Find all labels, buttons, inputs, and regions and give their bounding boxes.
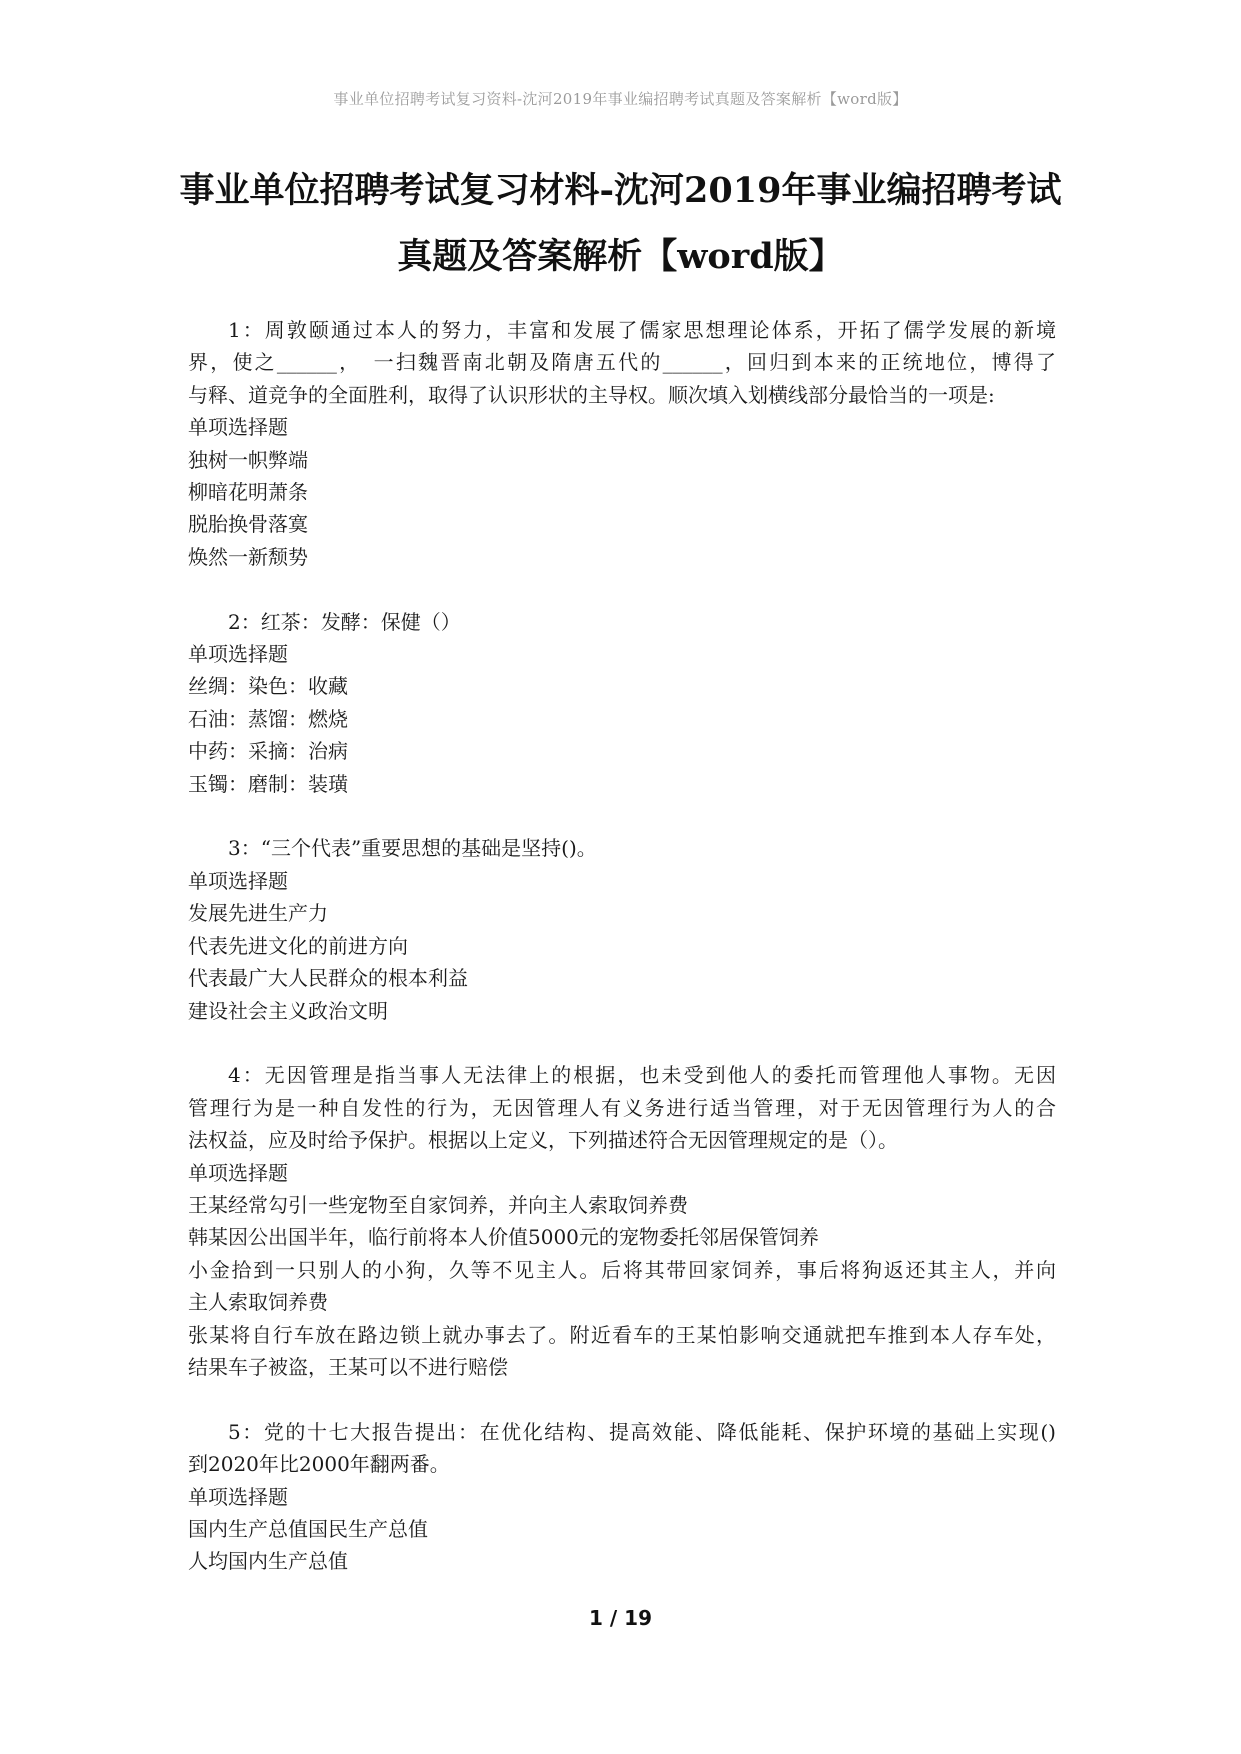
question-stem-line: 2：红茶：发酵：保健（）	[228, 609, 461, 634]
answer-option: 代表最广大人民群众的根本利益	[188, 966, 468, 991]
answer-option: 丝绸：染色：收藏	[188, 674, 348, 699]
question-stem-line: 5：党的十七大报告提出：在优化结构、提高效能、降低能耗、保护环境的基础上实现()	[228, 1419, 1056, 1444]
answer-option: 焕然一新颓势	[188, 544, 308, 569]
answer-option: 人均国内生产总值	[188, 1549, 348, 1574]
question-stem-line: 与释、道竞争的全面胜利，取得了认识形状的主导权。顺次填入划横线部分最恰当的一项是:	[188, 382, 995, 407]
answer-option: 发展先进生产力	[188, 901, 328, 926]
question-2	[188, 606, 1056, 800]
question-stem-line: 1：周敦颐通过本人的努力，丰富和发展了儒家思想理论体系，开拓了儒学发展的新境	[228, 318, 1056, 342]
question-stem-line: 3：“三个代表”重要思想的基础是坚持()。	[228, 836, 597, 861]
question-type-label: 单项选择题	[188, 415, 288, 440]
answer-option: 代表先进文化的前进方向	[188, 933, 408, 958]
answer-option: 建设社会主义政治文明	[188, 998, 388, 1023]
question-stem-line: 法权益，应及时给予保护。根据以上定义，下列描述符合无因管理规定的是（）。	[188, 1128, 898, 1153]
question-1	[188, 314, 1056, 573]
question-type-label: 单项选择题	[188, 1484, 288, 1509]
answer-option: 王某经常勾引一些宠物至自家饲养，并向主人索取饲养费	[188, 1192, 688, 1217]
answer-option: 小金拾到一只别人的小狗，久等不见主人。后将其带回家饲养，事后将狗返还其主人，并向	[188, 1257, 1056, 1282]
question-list	[188, 314, 1056, 1610]
answer-option: 玉镯：磨制：装璜	[188, 771, 348, 796]
question-stem-line: 4：无因管理是指当事人无法律上的根据，也未受到他人的委托而管理他人事物。无因	[228, 1063, 1056, 1088]
title-line-1: 事业单位招聘考试复习材料-沈河2019年事业编招聘考试	[179, 170, 1062, 211]
answer-option: 韩某因公出国半年，临行前将本人价值5000元的宠物委托邻居保管饲养	[188, 1225, 819, 1250]
question-type-label: 单项选择题	[188, 1160, 288, 1185]
question-4	[188, 1059, 1056, 1383]
answer-option: 柳暗花明萧条	[188, 480, 308, 505]
question-3	[188, 832, 1056, 1026]
answer-option: 张某将自行车放在路边锁上就办事去了。附近看车的王某怕影响交通就把车推到本人存车处，	[188, 1322, 1056, 1347]
question-type-label: 单项选择题	[188, 868, 288, 893]
answer-option: 中药：采摘：治病	[188, 739, 348, 764]
page-number: 1 / 19	[589, 1606, 652, 1630]
answer-option: 脱胎换骨落寞	[188, 512, 308, 537]
running-header: 事业单位招聘考试复习资料-沈河2019年事业编招聘考试真题及答案解析【word版】	[333, 90, 908, 108]
question-stem-line: 管理行为是一种自发性的行为，无因管理人有义务进行适当管理，对于无因管理行为人的合	[188, 1095, 1056, 1120]
answer-option-continuation: 结果车子被盗，王某可以不进行赔偿	[188, 1354, 508, 1379]
question-stem-line: 到2020年比2000年翻两番。	[188, 1452, 450, 1477]
question-5	[188, 1416, 1056, 1578]
answer-option: 国内生产总值国民生产总值	[188, 1516, 428, 1541]
answer-option-continuation: 主人索取饲养费	[188, 1290, 328, 1315]
question-stem-line: 界，使之______， 一扫魏晋南北朝及隋唐五代的______，回归到本来的正统地位，博得了	[188, 350, 1056, 375]
answer-option: 石油：蒸馏：燃烧	[188, 706, 348, 731]
answer-option: 独树一帜弊端	[188, 447, 308, 472]
title-line-2: 真题及答案解析【word版】	[397, 236, 844, 277]
document-title	[150, 158, 1091, 290]
question-type-label: 单项选择题	[188, 642, 288, 667]
